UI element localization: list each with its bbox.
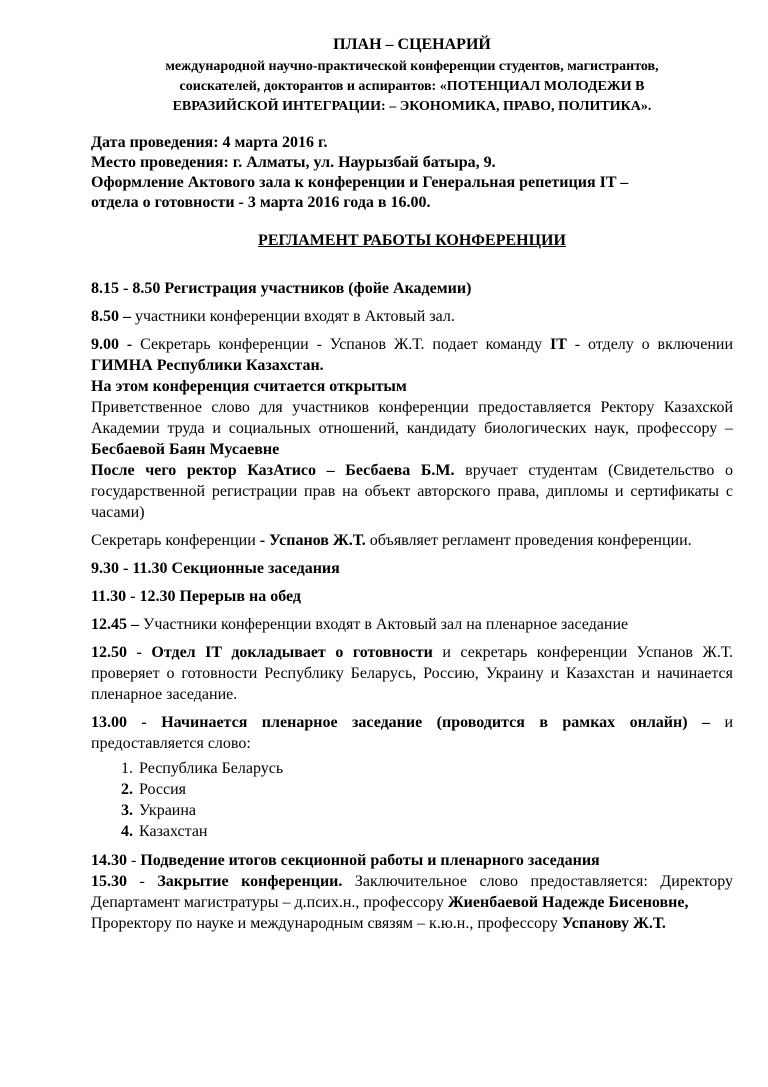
document-subtitle [91, 57, 733, 117]
event-info [91, 133, 733, 213]
awards-paragraph [91, 460, 733, 523]
schedule-1530-bold: Закрытие конференции. [157, 873, 343, 890]
schedule-1530-name: Жиенбаевой Надежде Бисеновне, [447, 894, 689, 911]
rehearsal-line-1: Оформление Актового зала к конференции и Генеральная репетиция IT – [91, 174, 629, 191]
subtitle-line-3: ЕВРАЗИЙСКОЙ ИНТЕГРАЦИИ: – ЭКОНОМИКА, ПРАВО, ПОЛИТИКА». [172, 99, 652, 114]
schedule-0900-text: Секретарь конференции - Успанов Ж.Т. подает команду [132, 336, 550, 353]
greeting-rector-name: Бесбаевой Баян Мусаевне [91, 441, 280, 458]
prorector-name: Успанову Ж.Т. [561, 915, 666, 932]
subtitle-line-1: международной научно-практической конференции студентов, магистрантов, [165, 59, 659, 74]
schedule-1430-time: 14.30 [91, 852, 127, 869]
country-item-kazakhstan: 4. Казахстан [137, 821, 733, 842]
schedule-1130 [91, 586, 733, 607]
secretary-text2: объявляет регламент проведения конференции. [365, 532, 692, 549]
event-date: Дата проведения: 4 марта 2016 г. [91, 134, 328, 151]
prorector-paragraph [91, 913, 733, 934]
schedule-0900-open [91, 376, 733, 397]
prorector-text: Проректору по науке и международным связям – к.ю.н., профессору [91, 915, 562, 932]
schedule-0900-anthem: ГИМНА Республики Казахстан. [91, 357, 324, 374]
schedule-0900-time: 9.00 - [91, 336, 133, 353]
schedule-0850-time: 8.50 – [91, 308, 131, 325]
rehearsal-line-2: отдела о готовности - 3 марта 2016 года в 16.00. [91, 194, 431, 211]
secretary-text: Секретарь конференции [91, 532, 260, 549]
schedule-1430-text: Подведение итогов секционной работы и пленарного заседания [140, 852, 600, 869]
country-item-ukraine: 3. Украина [137, 800, 733, 821]
schedule-1530 [91, 871, 733, 913]
secretary-paragraph [91, 530, 733, 551]
greeting-paragraph [91, 397, 733, 460]
country-item-belarus: 1. Республика Беларусь [137, 758, 733, 779]
schedule-1250-text: и секретарь конференции Успанов Ж.Т. проверяет о готовности Республику Беларусь, Россию, Украину и Казахстан и начинается пленарное заседание. [91, 644, 734, 703]
country-item-russia: 2. Россия [137, 779, 733, 800]
schedule-1300-bold: 13.00 - Начинается пленарное заседание (проводится в рамках онлайн) – [91, 714, 711, 731]
schedule-0900-open-text: На этом конференция считается открытым [91, 378, 407, 395]
awards-rector: После чего ректор КазАтисо – Бесбаева Б.М. [91, 462, 455, 479]
schedule-0930 [91, 558, 733, 579]
schedule-0815 [91, 278, 733, 299]
schedule-1430-dash: - [127, 852, 141, 869]
document-page [91, 0, 733, 934]
schedule-0850 [91, 306, 733, 327]
schedule-1530-dash: - [127, 873, 158, 890]
schedule-1530-time: 15.30 [91, 873, 127, 890]
schedule-1130-text: 11.30 - 12.30 Перерыв на обед [91, 588, 302, 605]
schedule-0900 [91, 334, 733, 376]
schedule-0900-it: IT [550, 336, 567, 353]
schedule-1245-time: 12.45 – [91, 616, 139, 633]
schedule-0930-text: 9.30 - 11.30 Секционные заседания [91, 560, 340, 577]
schedule-1530-text: Заключительное слово предоставляется: Директору Департамент магистратуры – д.псих.н., профессору [91, 873, 734, 911]
subtitle-line-2: соискателей, докторантов и аспирантов: «ПОТЕНЦИАЛ МОЛОДЕЖИ В [179, 79, 645, 94]
schedule-1245 [91, 614, 733, 635]
schedule-0900-text2: - отделу о включении [566, 336, 734, 353]
schedule-0850-text: участники конференции входят в Актовый зал. [131, 308, 455, 325]
schedule-1250 [91, 642, 733, 705]
schedule-1250-bold: 12.50 - Отдел IT докладывает о готовности [91, 644, 433, 661]
schedule-1300 [91, 712, 733, 754]
reglament-heading: РЕГЛАМЕНТ РАБОТЫ КОНФЕРЕНЦИИ [258, 232, 566, 249]
schedule-1245-text: Участники конференции входят в Актовый зал на пленарное заседание [139, 616, 629, 633]
schedule-0815-text: 8.15 - 8.50 Регистрация участников (фойе Академии) [91, 280, 472, 297]
countries-list [91, 758, 733, 842]
greeting-text: Приветственное слово для участников конференции предоставляется Ректору Казахской Академии труда и социальных отношений, кандидату биологических наук, профессору – [91, 399, 733, 437]
event-place: Место проведения: г. Алматы, ул. Наурызбай батыра, 9. [91, 154, 496, 171]
awards-text: вручает студентам (Свидетельство о государственной регистрации прав на объект авторского права, дипломы и сертификаты с часами) [91, 462, 734, 521]
document-title: ПЛАН – СЦЕНАРИЙ [333, 36, 491, 53]
schedule-1430 [91, 850, 733, 871]
schedule-1300-text: и предоставляется слово: [91, 714, 734, 752]
secretary-name: - Успанов Ж.Т. [259, 532, 366, 549]
